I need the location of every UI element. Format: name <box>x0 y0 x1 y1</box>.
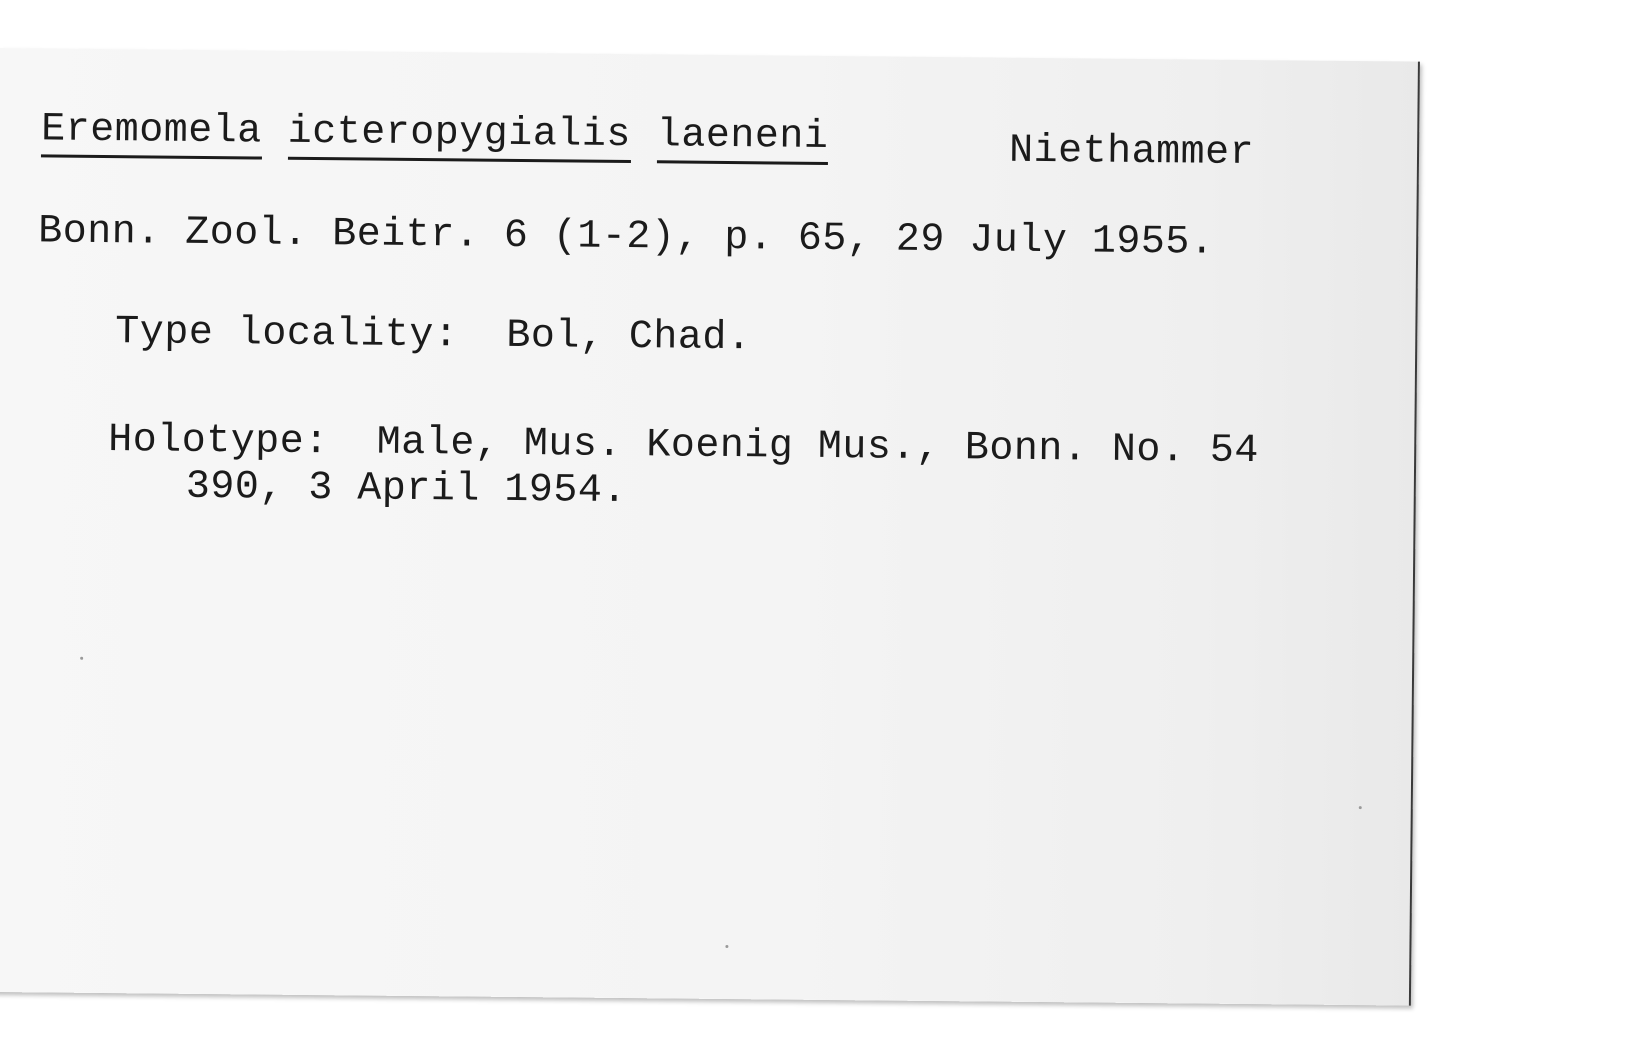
holotype-continuation: 390, 3 April 1954. <box>185 464 628 515</box>
species-name: icteropygialis <box>287 113 630 163</box>
holotype-label: Holotype: <box>108 418 329 466</box>
index-card <box>0 48 1420 1006</box>
scan-speck <box>80 657 83 660</box>
holotype-details: Male, Mus. Koenig Mus., Bonn. No. 54 <box>376 420 1260 475</box>
taxon-name-line <box>40 107 829 165</box>
type-locality-label: Type locality: <box>115 310 459 359</box>
scan-speck <box>1359 806 1362 809</box>
citation: Bonn. Zool. Beitr. 6 (1-2), p. 65, 29 July 1955. <box>38 209 1215 266</box>
type-locality-value: Bol, Chad. <box>506 313 752 362</box>
holotype-line <box>108 418 1260 475</box>
genus-name: Eremomela <box>41 110 262 159</box>
subspecies-name: laeneni <box>657 116 829 165</box>
author-name: Niethammer <box>1008 128 1255 177</box>
scan-speck <box>725 945 728 948</box>
type-locality-line <box>115 310 752 362</box>
